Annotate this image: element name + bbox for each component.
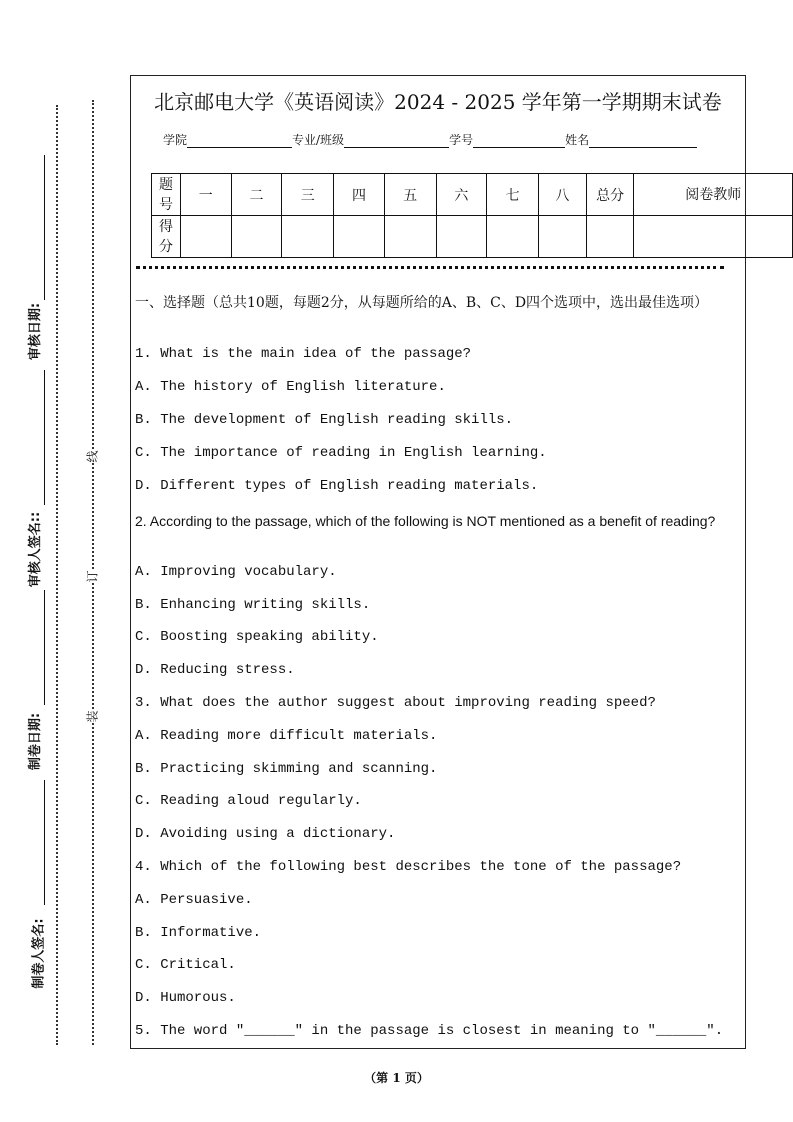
score-cell[interactable] (231, 216, 282, 258)
option: D. Reducing stress. (135, 662, 295, 678)
question-2: 2. According to the passage, which of the following is NOT mentioned as a benefit of reading? (135, 513, 716, 529)
option: D. Avoiding using a dictionary. (135, 826, 396, 842)
student-id-label: 学号 (449, 133, 474, 147)
make-date-label: 制卷日期: (28, 712, 44, 771)
name-label: 姓名 (565, 133, 590, 147)
major-field[interactable] (344, 133, 449, 148)
major-label: 专业/班级 (292, 133, 345, 147)
option: A. Reading more difficult materials. (135, 728, 438, 744)
score-cell[interactable] (334, 216, 385, 258)
option: B. Informative. (135, 925, 262, 941)
option: B. Practicing skimming and scanning. (135, 761, 438, 777)
question-4: 4. Which of the following best describes the tone of the passage? (135, 859, 682, 875)
option: C. The importance of reading in English learning. (135, 445, 547, 461)
header-cell: 五 (384, 174, 436, 216)
header-cell: 六 (436, 174, 487, 216)
signature-line (44, 155, 45, 300)
option: A. Improving vocabulary. (135, 564, 337, 580)
option: A. Persuasive. (135, 892, 253, 908)
bind-mark-pack: 装 (85, 710, 100, 723)
student-id-field[interactable] (473, 133, 565, 148)
college-label: 学院 (163, 133, 188, 147)
header-cell: 七 (487, 174, 539, 216)
option: D. Different types of English reading materials. (135, 478, 539, 494)
header-cell: 总分 (586, 174, 634, 216)
score-cell[interactable] (634, 216, 793, 258)
review-date-label: 审核日期: (28, 302, 44, 361)
header-cell: 阅卷教师 (634, 174, 793, 216)
bind-mark-order: 订 (85, 570, 100, 583)
header-cell: 一 (180, 174, 231, 216)
exam-title: 北京邮电大学《英语阅读》2024 - 2025 学年第一学期期末试卷 (154, 90, 722, 114)
dotted-separator (136, 266, 724, 269)
page-number: （第 1 页） (364, 1071, 429, 1085)
signature-line (44, 780, 45, 905)
bind-mark-line: 线 (85, 450, 100, 463)
score-cell[interactable] (586, 216, 634, 258)
header-cell: 三 (282, 174, 334, 216)
score-cell[interactable] (180, 216, 231, 258)
row-label: 题号 (152, 174, 181, 216)
reviewer-sign-label: 审核人签名:: (28, 511, 44, 588)
row-label: 得分 (152, 216, 181, 258)
score-cell[interactable] (384, 216, 436, 258)
option: B. The development of English reading skills. (135, 412, 514, 428)
signature-line (44, 370, 45, 505)
section-heading: 一、选择题（总共10题，每题2分，从每题所给的A、B、C、D四个选项中，选出最佳选项） (135, 295, 709, 311)
question-3: 3. What does the author suggest about improving reading speed? (135, 695, 656, 711)
dotted-line (56, 105, 58, 1045)
option: D. Humorous. (135, 990, 236, 1006)
maker-sign-label: 制卷人签名: (31, 918, 47, 989)
question-5: 5. The word "______" in the passage is closest in meaning to "______". (135, 1023, 724, 1039)
score-cell[interactable] (538, 216, 586, 258)
score-cell[interactable] (487, 216, 539, 258)
question-1: 1. What is the main idea of the passage? (135, 346, 472, 362)
option: C. Boosting speaking ability. (135, 629, 379, 645)
option: C. Reading aloud regularly. (135, 793, 362, 809)
header-cell: 四 (334, 174, 385, 216)
score-table (151, 173, 793, 258)
option: C. Critical. (135, 957, 236, 973)
header-cell: 八 (538, 174, 586, 216)
college-field[interactable] (187, 133, 292, 148)
name-field[interactable] (589, 133, 697, 148)
signature-line (44, 590, 45, 705)
score-cell[interactable] (436, 216, 487, 258)
student-info (163, 131, 697, 148)
score-cell[interactable] (282, 216, 334, 258)
header-cell: 二 (231, 174, 282, 216)
option: B. Enhancing writing skills. (135, 597, 371, 613)
option: A. The history of English literature. (135, 379, 446, 395)
